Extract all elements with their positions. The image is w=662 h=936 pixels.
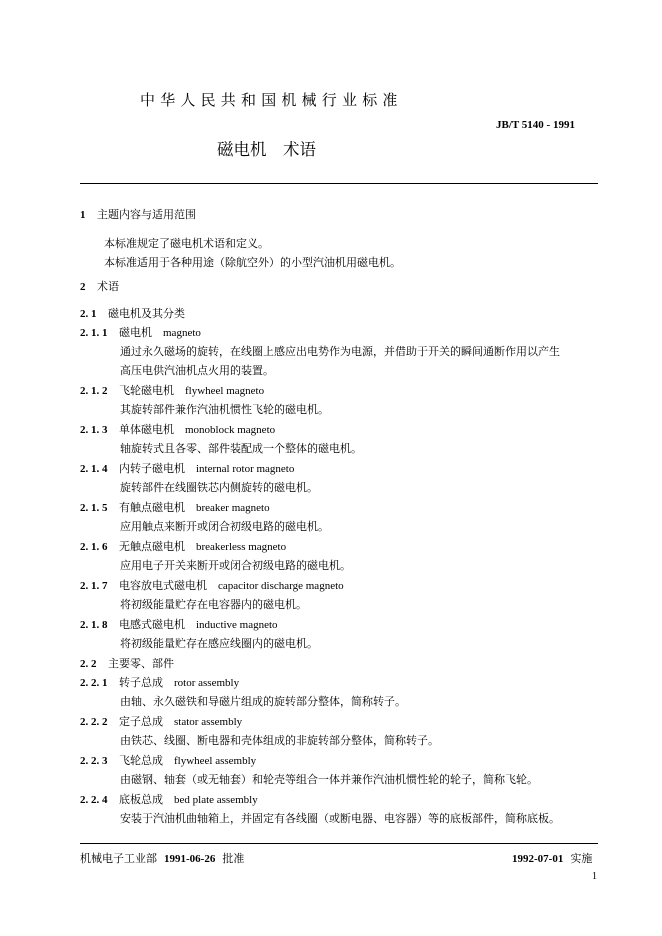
footer-approval <box>80 852 244 866</box>
term-definition: 由铁芯、线圈、断电器和壳体组成的非旋转部分整体，简称转子。 <box>120 734 439 747</box>
term-number: 2. 1. 7 <box>80 580 108 592</box>
section-title: 术语 <box>97 280 119 293</box>
term-definition: 将初级能量贮存在电容器内的磁电机。 <box>120 598 307 611</box>
impl-date: 1992-07-01 <box>512 853 564 865</box>
term-number: 2. 2. 3 <box>80 755 108 767</box>
term-number: 2. 1. 1 <box>80 327 108 339</box>
term-heading <box>80 676 239 690</box>
term-heading <box>80 579 344 593</box>
paragraph: 本标准规定了磁电机术语和定义。 <box>104 237 269 250</box>
header-divider <box>80 183 598 184</box>
approve-date: 1991-06-26 <box>164 853 216 865</box>
term-chinese: 定子总成 <box>119 715 163 728</box>
term-definition: 将初级能量贮存在感应线圈内的磁电机。 <box>120 637 318 650</box>
term-definition: 安装于汽油机曲轴箱上，并固定有各线圈（或断电器、电容器）等的底板部件，简称底板。 <box>120 812 560 825</box>
approver: 机械电子工业部 <box>80 852 157 865</box>
term-number: 2. 2. 2 <box>80 716 108 728</box>
term-heading <box>80 618 278 632</box>
term-english: monoblock magneto <box>185 424 276 436</box>
header-org-title: 中华人民共和国机械行业标准 <box>140 91 403 109</box>
term-chinese: 转子总成 <box>119 676 163 689</box>
term-chinese: 底板总成 <box>119 793 163 806</box>
term-number: 2. 2. 4 <box>80 794 108 806</box>
document-title: 磁电机 术语 <box>217 140 316 159</box>
term-english: rotor assembly <box>174 677 240 689</box>
section-1-heading <box>80 208 196 222</box>
section-title: 主要零、部件 <box>108 657 174 670</box>
term-heading <box>80 384 264 398</box>
term-english: internal rotor magneto <box>196 463 295 475</box>
term-heading <box>80 462 294 476</box>
term-heading <box>80 754 256 768</box>
term-definition: 旋转部件在线圈铁芯内侧旋转的磁电机。 <box>120 481 318 494</box>
term-number: 2. 1. 6 <box>80 541 108 553</box>
term-chinese: 磁电机 <box>119 326 152 339</box>
term-number: 2. 1. 2 <box>80 385 108 397</box>
term-english: breakerless magneto <box>196 541 287 553</box>
subsection-2-2-heading <box>80 657 174 671</box>
term-number: 2. 1. 8 <box>80 619 108 631</box>
section-number: 2. 2 <box>80 658 97 670</box>
term-chinese: 有触点磁电机 <box>119 501 185 514</box>
term-number: 2. 1. 5 <box>80 502 108 514</box>
term-english: breaker magneto <box>196 502 270 514</box>
term-number: 2. 2. 1 <box>80 677 108 689</box>
term-number: 2. 1. 4 <box>80 463 108 475</box>
term-chinese: 内转子磁电机 <box>119 462 185 475</box>
term-english: flywheel assembly <box>174 755 257 767</box>
term-chinese: 无触点磁电机 <box>119 540 185 553</box>
term-chinese: 飞轮总成 <box>119 754 163 767</box>
impl-label: 实施 <box>570 852 593 865</box>
page-number: 1 <box>592 871 597 882</box>
section-title: 磁电机及其分类 <box>108 307 185 320</box>
term-heading <box>80 715 242 729</box>
term-definition: 应用电子开关来断开或闭合初级电路的磁电机。 <box>120 559 351 572</box>
term-heading <box>80 540 286 554</box>
footer-divider <box>80 843 598 844</box>
term-chinese: 电感式磁电机 <box>119 618 185 631</box>
term-definition: 轴旋转式且各零、部件装配成一个整体的磁电机。 <box>120 442 362 455</box>
section-title: 主题内容与适用范围 <box>97 208 196 221</box>
paragraph: 本标准适用于各种用途（除航空外）的小型汽油机用磁电机。 <box>104 256 401 269</box>
term-definition: 高压电供汽油机点火用的装置。 <box>120 364 274 377</box>
term-chinese: 电容放电式磁电机 <box>119 579 207 592</box>
term-english: magneto <box>163 327 201 339</box>
term-english: capacitor discharge magneto <box>218 580 344 592</box>
term-english: inductive magneto <box>196 619 278 631</box>
term-definition: 通过永久磁场的旋转，在线圈上感应出电势作为电源，并借助于开关的瞬间通断作用以产生 <box>120 345 560 358</box>
term-heading <box>80 793 258 807</box>
term-definition: 由轴、永久磁铁和导磁片组成的旋转部分整体，简称转子。 <box>120 695 406 708</box>
term-heading <box>80 501 270 515</box>
section-2-heading <box>80 280 119 294</box>
subsection-2-1-heading <box>80 307 185 321</box>
term-definition: 由磁钢、轴套（或无轴套）和轮壳等组合一体并兼作汽油机惯性轮的轮子，简称飞轮。 <box>120 773 538 786</box>
term-chinese: 飞轮磁电机 <box>119 384 174 397</box>
term-heading <box>80 326 201 340</box>
term-definition: 应用触点来断开或闭合初级电路的磁电机。 <box>120 520 329 533</box>
standard-code: JB/T 5140 - 1991 <box>496 119 575 131</box>
term-chinese: 单体磁电机 <box>119 423 174 436</box>
term-english: flywheel magneto <box>185 385 265 397</box>
term-definition: 其旋转部件兼作汽油机惯性飞轮的磁电机。 <box>120 403 329 416</box>
term-english: stator assembly <box>174 716 243 728</box>
footer-implementation <box>512 852 592 866</box>
term-number: 2. 1. 3 <box>80 424 108 436</box>
approve-label: 批准 <box>222 852 245 865</box>
section-number: 2 <box>80 281 86 293</box>
term-heading <box>80 423 275 437</box>
term-english: bed plate assembly <box>174 794 258 806</box>
section-number: 1 <box>80 209 86 221</box>
section-number: 2. 1 <box>80 308 97 320</box>
